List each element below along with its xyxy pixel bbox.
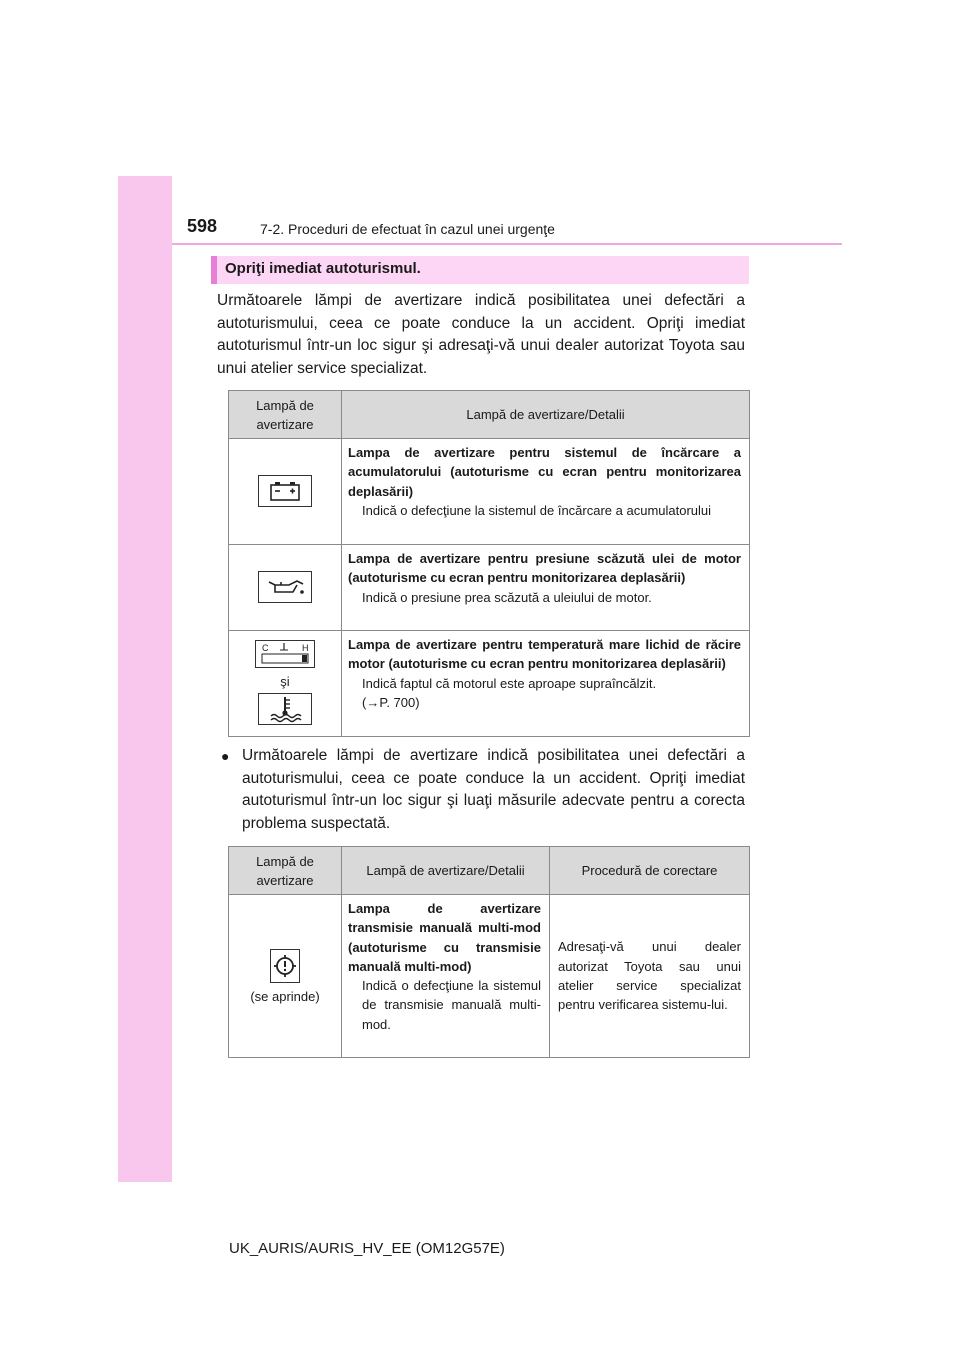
table-header-cell: Lampă de avertizare bbox=[229, 391, 342, 439]
lamp-caption: (se aprinde) bbox=[250, 988, 320, 1004]
table-header-cell: Procedură de corectare bbox=[550, 847, 750, 895]
bullet-icon: ● bbox=[221, 748, 230, 764]
and-label: şi bbox=[280, 674, 290, 689]
page-reference: (→P. 700) bbox=[362, 694, 420, 710]
table-row bbox=[229, 895, 750, 1058]
table-header-cell: Lampă de avertizare/Detalii bbox=[342, 847, 550, 895]
section-heading bbox=[211, 256, 749, 284]
warning-lamps-table bbox=[228, 390, 750, 737]
table-row bbox=[229, 439, 750, 545]
lamp-description: Indică faptul că motorul este aproape supraîncălzit. bbox=[362, 675, 657, 691]
bullet-text: Următoarele lămpi de avertizare indică posibilitatea unei defectări a autoturismului, ceea ce poate conduce la un accident. Opriţi imediat autoturismul într-un loc sigur şi luaţi măsurile adecvate pentru a corecta problema suspectată. bbox=[242, 747, 745, 832]
gauge-h-label: H bbox=[302, 643, 309, 653]
lamp-title: Lampa de avertizare pentru presiune scăzută ulei de motor (autoturisme cu ecran pentru monitorizarea deplasării) bbox=[348, 551, 741, 586]
lamp-description: Indică o defecţiune la sistemul de încărcare a acumulatorului bbox=[362, 502, 712, 518]
battery-warning-icon bbox=[258, 475, 312, 507]
corrective-procedure: Adresaţi-vă unui dealer autorizat Toyota sau unui atelier service specializat pentru verificarea sistemu-lui. bbox=[550, 895, 750, 1058]
lamp-description: Indică o presiune prea scăzută a uleiului de motor. bbox=[362, 589, 652, 605]
page-number: 598 bbox=[187, 216, 218, 236]
lamp-title: Lampa de avertizare pentru temperatură mare lichid de răcire motor (autoturisme cu ecran pentru monitorizarea deplasării) bbox=[348, 637, 741, 672]
coolant-temperature-warning-icon bbox=[258, 693, 312, 725]
section-heading-text: Opriţi imediat autoturismul. bbox=[225, 260, 421, 277]
lamp-title: Lampa de avertizare pentru sistemul de încărcare a acumulatorului (autoturisme cu ecran pentru monitorizarea deplasării) bbox=[348, 445, 741, 499]
gauge-c-label: C bbox=[262, 643, 269, 653]
document-footer: UK_AURIS/AURIS_HV_EE (OM12G57E) bbox=[229, 1240, 505, 1257]
chapter-title: 7-2. Proceduri de efectuat în cazul unei urgenţe bbox=[260, 221, 555, 237]
intro-paragraph: Următoarele lămpi de avertizare indică posibilitatea unei defectări a autoturismului, ceea ce poate conduce la un accident. Opriţi imediat autoturismul într-un loc sigur şi adresaţi-vă unui dealer autorizat Toyota sau unui atelier service specializat. bbox=[217, 292, 745, 377]
table-header-cell: Lampă de avertizare bbox=[229, 847, 342, 895]
table-row bbox=[229, 631, 750, 737]
transmission-warning-icon bbox=[270, 949, 300, 983]
table-header-cell: Lampă de avertizare/Detalii bbox=[342, 391, 750, 439]
bullet-paragraph bbox=[221, 745, 745, 835]
lamp-title: Lampa de avertizare transmisie manuală multi-mod (autoturisme cu transmisie manuală multi-mod) bbox=[348, 901, 541, 974]
chapter-sidebar-tab bbox=[118, 176, 172, 1182]
coolant-gauge-icon bbox=[255, 640, 315, 668]
table-row bbox=[229, 545, 750, 631]
corrective-action-table bbox=[228, 846, 750, 1058]
lamp-description: Indică o defecţiune la sistemul de transmisie manuală multi-mod. bbox=[362, 978, 541, 1032]
header-divider bbox=[172, 243, 842, 245]
oil-pressure-warning-icon bbox=[258, 571, 312, 603]
